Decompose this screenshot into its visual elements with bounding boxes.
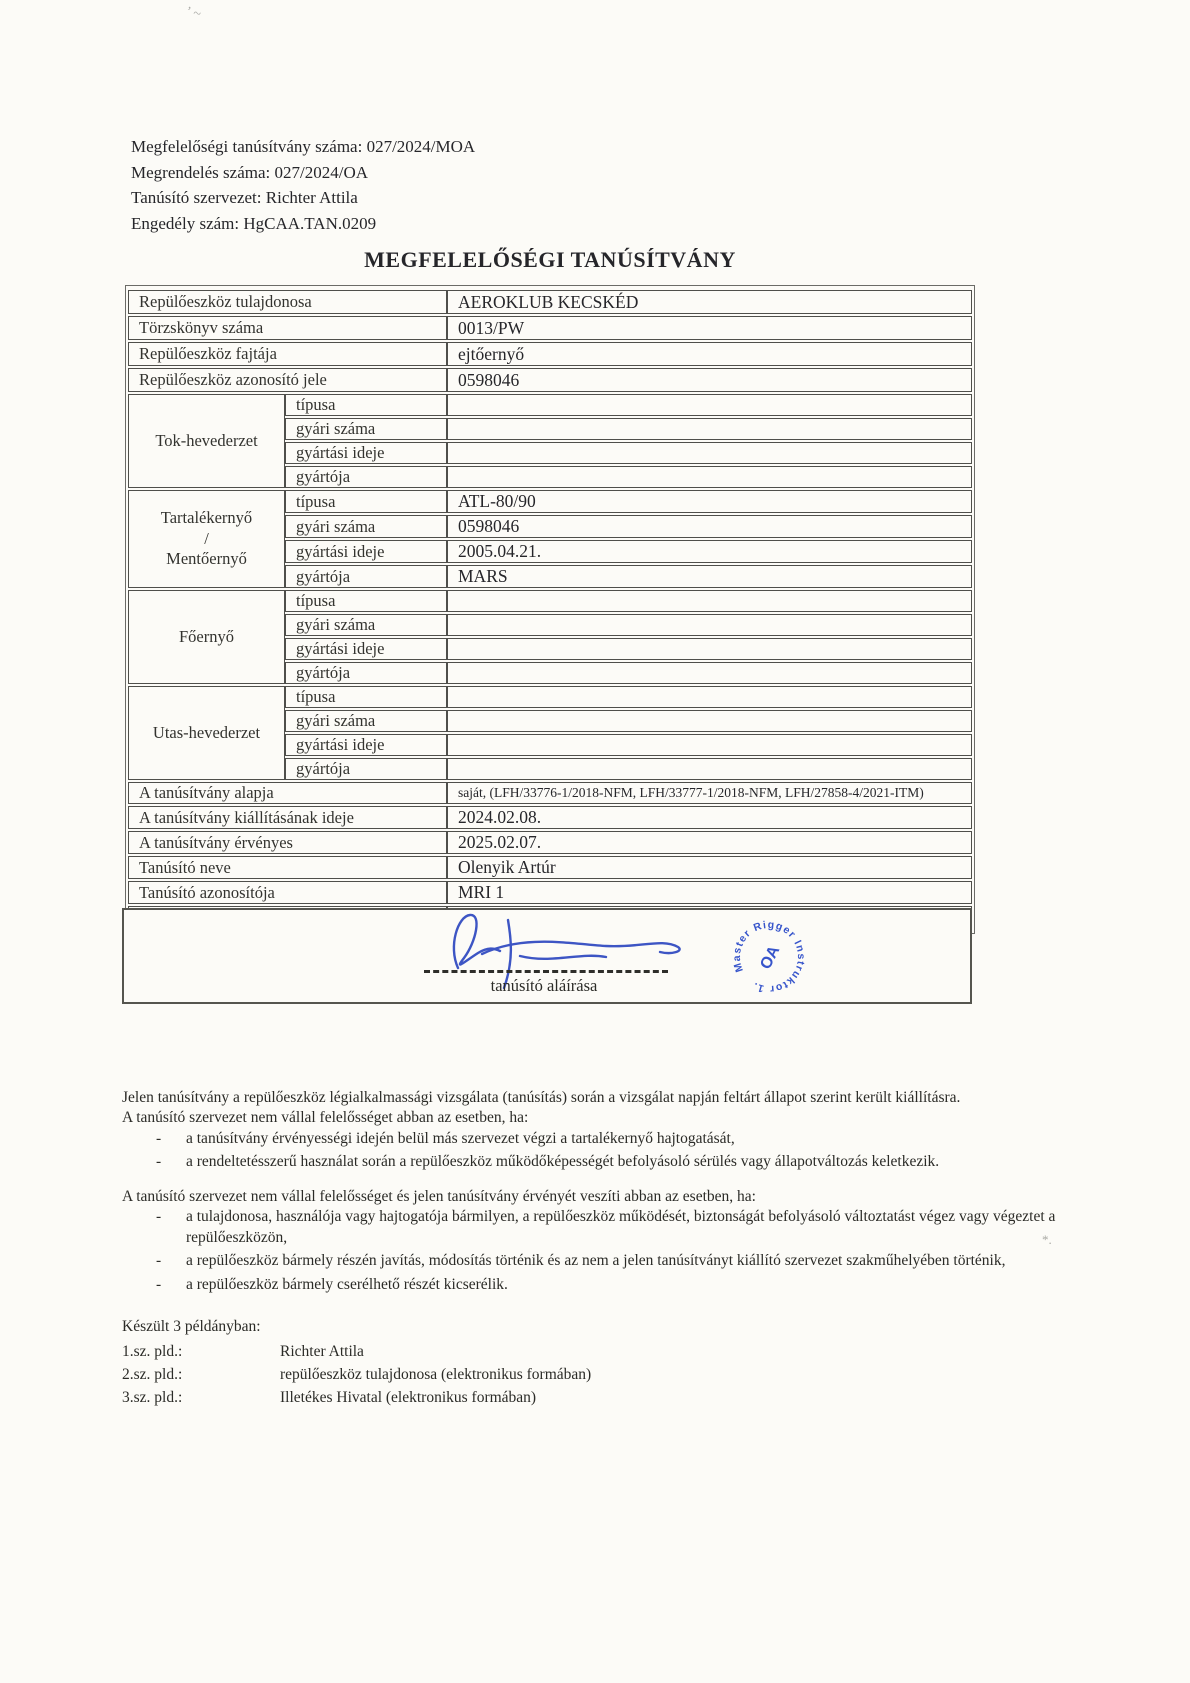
group-name	[128, 394, 285, 488]
round-stamp-icon	[711, 899, 827, 1015]
row-label: A tanúsítvány kiállításának ideje	[128, 806, 447, 829]
signature-line	[424, 970, 668, 973]
row-label: gyártási ideje	[285, 734, 447, 756]
header-line: Megfelelőségi tanúsítvány száma: 027/2024/MOA	[131, 137, 476, 156]
row-label: gyártási ideje	[285, 540, 447, 563]
copy-value: repülőeszköz tulajdonosa (elektronikus formában)	[280, 1365, 592, 1383]
row-label: gyártója	[285, 466, 447, 488]
row-label: gyártási ideje	[285, 442, 447, 464]
header-line: Tanúsító szervezet: Richter Attila	[131, 188, 358, 207]
row-value	[447, 638, 972, 660]
list-item: - a rendeltetésszerű használat során a repülőeszköz működőképességét befolyásoló sérülés vagy állapotváltozás keletkezik.	[122, 1152, 1074, 1172]
row-value: 2024.02.08.	[447, 806, 972, 829]
row-value	[447, 466, 972, 488]
copy-label: 2.sz. pld.:	[122, 1365, 183, 1383]
header-line: Megrendelés száma: 027/2024/OA	[131, 162, 368, 182]
row-value: ejtőernyő	[447, 342, 972, 366]
copy-row	[122, 1342, 1074, 1362]
group-name-line: Tok-hevederzet	[155, 430, 258, 450]
row-label: Repülőeszköz azonosító jele	[128, 368, 447, 392]
row-value	[447, 590, 972, 612]
row-label: A tanúsítvány érvényes	[128, 831, 447, 854]
stamp-ring-text: Master Rigger Instruktor 1.	[730, 918, 808, 996]
group-name	[128, 490, 285, 588]
row-label: gyári száma	[285, 710, 447, 732]
row-value: saját, (LFH/33776-1/2018-NFM, LFH/33777-1/2018-NFM, LFH/27858-4/2021-ITM)	[447, 782, 972, 804]
table-row	[128, 806, 972, 829]
row-label: gyári száma	[285, 418, 447, 440]
list-item: - a tanúsítvány érvényességi idején belül más szervezet végzi a tartalékernyő hajtogatását,	[122, 1129, 1074, 1149]
row-label: Törzskönyv száma	[128, 316, 447, 340]
row-value	[447, 686, 972, 708]
row-value	[447, 418, 972, 440]
table-row	[128, 490, 972, 513]
row-value	[447, 394, 972, 416]
row-label: gyártója	[285, 662, 447, 684]
row-label: Repülőeszköz tulajdonosa	[128, 290, 447, 314]
row-value: ATL-80/90	[447, 490, 972, 513]
condition-list	[122, 1207, 1074, 1295]
condition-list	[122, 1129, 1074, 1173]
group-name	[128, 686, 285, 780]
table-row	[128, 686, 972, 708]
table-row	[128, 782, 972, 804]
table-row	[128, 394, 972, 416]
stamp-center-text: OA	[757, 943, 784, 973]
row-label: gyári száma	[285, 515, 447, 538]
copy-row	[122, 1388, 1074, 1408]
row-label: gyári száma	[285, 614, 447, 636]
signature-caption: tanúsító aláírása	[490, 976, 598, 995]
row-label: Tanúsító neve	[128, 856, 447, 879]
paragraph: Jelen tanúsítvány a repülőeszköz légialkalmassági vizsgálata (tanúsítás) során a vizsgálat napján feltárt állapot szerint került kiállításra.	[122, 1089, 961, 1106]
table-row	[128, 590, 972, 612]
row-value	[447, 442, 972, 464]
row-label: gyártója	[285, 565, 447, 588]
row-value: AEROKLUB KECSKÉD	[447, 290, 972, 314]
row-label: típusa	[285, 686, 447, 708]
row-value	[447, 758, 972, 780]
row-value: Olenyik Artúr	[447, 856, 972, 879]
row-value	[447, 734, 972, 756]
row-label: típusa	[285, 590, 447, 612]
group-name	[128, 590, 285, 684]
page-title: MEGFELELŐSÉGI TANÚSÍTVÁNY	[364, 247, 736, 272]
table-row	[128, 856, 972, 879]
list-item: - a repülőeszköz bármely cserélhető részét kicserélik.	[122, 1275, 1074, 1295]
group-name-line: Tartalékernyő	[160, 508, 253, 528]
row-value: MRI 1	[447, 881, 972, 904]
group-name-line: Főernyő	[179, 626, 234, 646]
row-label: típusa	[285, 394, 447, 416]
row-value: 0598046	[447, 515, 972, 538]
group-name-line: Utas-hevederzet	[152, 722, 261, 742]
document-header	[131, 134, 475, 236]
row-label: gyártási ideje	[285, 638, 447, 660]
row-value: 2005.04.21.	[447, 540, 972, 563]
signature-box	[122, 908, 972, 1004]
table-row	[128, 342, 972, 366]
copies-section	[122, 1317, 1074, 1409]
certificate-table	[128, 288, 972, 931]
scan-artifact: ’ ~	[184, 4, 203, 23]
row-label: Tanúsító azonosítója	[128, 881, 447, 904]
table-row	[128, 368, 972, 392]
table-row	[128, 316, 972, 340]
list-item: - a tulajdonosa, használója vagy hajtogatója bármilyen, a repülőeszköz működését, biztonságát befolyásoló változtatást végez vagy végeztet a repülőeszközön,	[122, 1207, 1074, 1248]
legal-text-section	[122, 1088, 1074, 1412]
copy-label: 1.sz. pld.:	[122, 1342, 183, 1360]
row-label: gyártója	[285, 758, 447, 780]
row-value: MARS	[447, 565, 972, 588]
scan-artifact: *.	[1042, 1232, 1052, 1247]
row-value	[447, 662, 972, 684]
paragraph: A tanúsító szervezet nem vállal felelősséget és jelen tanúsítvány érvényét veszíti abban az esetben, ha:	[122, 1187, 756, 1205]
row-value	[447, 710, 972, 732]
copy-row	[122, 1365, 1074, 1385]
group-name-line: /	[204, 528, 209, 548]
table-row	[128, 290, 972, 314]
list-item: - a repülőeszköz bármely részén javítás, módosítás történik és az nem a jelen tanúsítványt kiállító szervezet szakműhelyében történik,	[122, 1251, 1074, 1271]
table-row	[128, 831, 972, 854]
row-value	[447, 614, 972, 636]
paragraph: A tanúsító szervezet nem vállal felelősséget abban az esetben, ha:	[122, 1109, 529, 1127]
header-line: Engedély szám: HgCAA.TAN.0209	[131, 213, 377, 233]
copy-label: 3.sz. pld.:	[122, 1389, 183, 1407]
row-label: Repülőeszköz fajtája	[128, 342, 447, 366]
group-name-line: Mentőernyő	[166, 549, 247, 569]
copy-value: Richter Attila	[280, 1342, 364, 1360]
row-label: A tanúsítvány alapja	[128, 782, 447, 804]
row-value: 0013/PW	[447, 316, 972, 340]
row-value: 0598046	[447, 368, 972, 392]
row-label: típusa	[285, 490, 447, 513]
copy-value: Illetékes Hivatal (elektronikus formában)	[280, 1389, 537, 1407]
row-value: 2025.02.07.	[447, 831, 972, 854]
copies-title: Készült 3 példányban:	[122, 1318, 261, 1336]
